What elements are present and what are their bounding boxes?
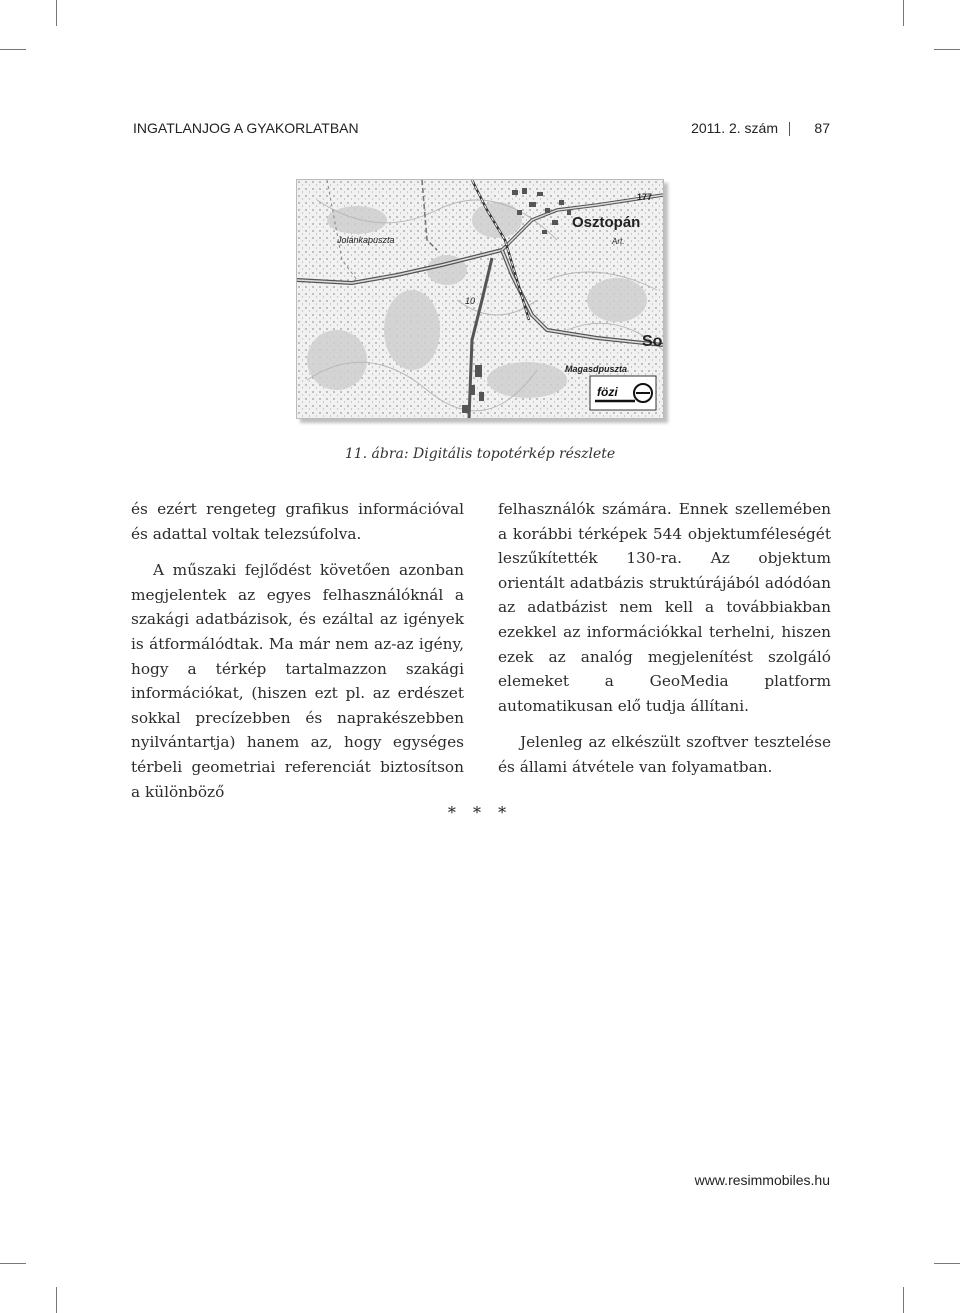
text-column-left — [131, 497, 464, 804]
text-column-right — [498, 497, 831, 780]
page-number: 87 — [814, 120, 830, 136]
paragraph: Jelenleg az elkészült szoftver tesztelése és állami átvétele van folyamatban. — [498, 733, 831, 776]
crop-mark — [903, 1287, 904, 1313]
paragraph: A műszaki fejlődést követően azonban megjelentek az egyes felhasználóknál a szakági adatbázisok, és ezáltal az igények is átformálódtak. Ma már nem az-az igény, hogy a térkép tartalmazzon szakági információkat, (hiszen ezt pl. az erdészet sokkal precízebben és naprakészebben nyilvántartja) hanem az, hogy egységes térbeli geometriai referenciát biztosítson a különböző — [131, 561, 464, 801]
map-label-magasdpuszta: Magasdpuszta — [565, 364, 628, 374]
section-separator: * * * — [447, 803, 513, 822]
header-divider — [789, 122, 790, 136]
issue-number: 2011. 2. szám — [691, 120, 778, 136]
footer-url: www.resimmobiles.hu — [694, 1172, 830, 1188]
map-drawing — [297, 180, 663, 418]
crop-mark — [934, 49, 960, 50]
map-label-partial: So — [642, 333, 663, 350]
crop-mark — [934, 1263, 960, 1264]
topographic-map-figure — [296, 179, 664, 419]
journal-title: INGATLANJOG A GYAKORLATBAN — [133, 120, 359, 136]
crop-mark — [0, 49, 26, 50]
crop-mark — [903, 0, 904, 26]
map-label-jolankapuszta: Jolánkapuszta — [337, 235, 395, 245]
map-label-town-abbr: Art. — [612, 237, 625, 246]
paragraph: és ezért rengeteg grafikus információval és adattal voltak telezsúfolva. — [131, 500, 464, 543]
fomi-logo — [590, 376, 656, 410]
map-label-road-number: 10 — [465, 296, 476, 306]
svg-text:fözi: fözi — [597, 385, 618, 399]
paragraph: felhasználók számára. Ennek szellemében a korábbi térképek 544 objektumféleségét leszűkítették 130-ra. Az objektum orientált adatbázis struktúrájából adódóan az adatbázist nem kell a továbbiakban ezekkel az információkkal terhelni, hiszen ezek az analóg megjelenítést szolgáló elemeket a GeoMedia platform automatikusan elő tudja állítani. — [498, 500, 831, 715]
map-label-town: Osztopán — [572, 214, 641, 231]
figure-caption: 11. ábra: Digitális topotérkép részlete — [344, 446, 616, 462]
running-header — [133, 120, 830, 140]
crop-mark — [56, 1287, 57, 1313]
crop-mark — [0, 1263, 26, 1264]
crop-mark — [56, 0, 57, 26]
map-label-elevation: 177 — [637, 192, 653, 202]
